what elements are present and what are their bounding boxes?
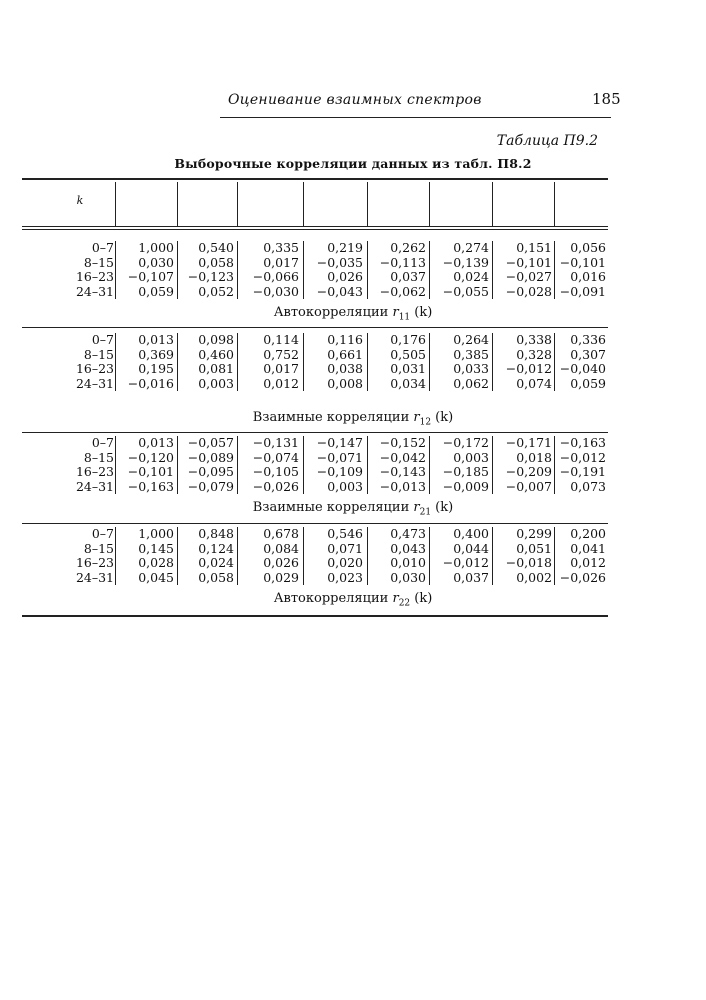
caption-argument: (k) xyxy=(410,591,433,606)
value-cell: 0,016 xyxy=(570,269,606,284)
header-double-rule-top xyxy=(22,226,608,227)
value-cell: 0,056 xyxy=(570,240,606,255)
value-cell: 0,013 xyxy=(138,435,174,450)
value-cell: 0,200 xyxy=(570,526,606,541)
column-divider xyxy=(554,241,555,299)
k-range-cell: 8–15 xyxy=(83,540,114,556)
caption-subscript: 22 xyxy=(398,598,411,609)
value-cell: 0,460 xyxy=(198,346,234,362)
value-cell: −0,147 xyxy=(316,435,363,450)
caption-subscript: 11 xyxy=(398,312,411,323)
value-cell: 0,030 xyxy=(138,254,174,270)
value-cell: −0,089 xyxy=(187,449,234,465)
value-cell: 0,678 xyxy=(263,526,299,541)
value-cell: 0,018 xyxy=(516,449,552,465)
k-range-cell: 24–31 xyxy=(75,283,114,299)
block-crosscorr-r12 xyxy=(22,333,608,391)
column-divider xyxy=(237,527,238,585)
value-cell: 0,335 xyxy=(263,240,299,255)
value-cell: 0,848 xyxy=(198,526,234,541)
value-cell: −0,012 xyxy=(559,449,606,465)
value-cell: −0,018 xyxy=(505,555,552,570)
caption-symbol: r xyxy=(413,500,420,515)
value-cell: 0,274 xyxy=(453,240,489,255)
value-cell: −0,012 xyxy=(505,361,552,376)
value-cell: 0,037 xyxy=(453,569,489,585)
value-cell: −0,120 xyxy=(127,449,174,465)
k-range-cell: 24–31 xyxy=(75,569,114,585)
value-cell: 0,033 xyxy=(453,361,489,376)
column-divider xyxy=(177,436,178,494)
block-caption-r12 xyxy=(0,410,706,428)
value-cell: −0,095 xyxy=(187,464,234,479)
value-cell: −0,105 xyxy=(252,464,299,479)
k-range-cell: 0–7 xyxy=(91,435,114,450)
block-rule xyxy=(22,523,608,524)
value-cell: 0,008 xyxy=(327,375,363,391)
value-cell: 0,116 xyxy=(327,332,363,347)
running-title: Оценивание взаимных спектров xyxy=(228,92,482,108)
value-cell: 1,000 xyxy=(138,526,174,541)
value-cell: −0,027 xyxy=(505,269,552,284)
caption-symbol: r xyxy=(413,410,420,425)
k-range-cell: 0–7 xyxy=(91,526,114,541)
value-cell: −0,163 xyxy=(127,478,174,494)
column-divider xyxy=(429,527,430,585)
value-cell: −0,026 xyxy=(252,478,299,494)
value-cell: 0,017 xyxy=(263,254,299,270)
value-cell: 0,338 xyxy=(516,332,552,347)
value-cell: −0,123 xyxy=(187,269,234,284)
value-cell: −0,091 xyxy=(559,283,606,299)
block-caption-text: Взаимные корреляции xyxy=(252,500,414,515)
value-cell: 0,073 xyxy=(570,478,606,494)
value-cell: −0,042 xyxy=(379,449,426,465)
column-divider xyxy=(177,333,178,391)
value-cell: 0,028 xyxy=(138,555,174,570)
table-row xyxy=(22,527,608,542)
value-cell: 0,003 xyxy=(198,375,234,391)
column-divider xyxy=(303,333,304,391)
value-cell: −0,057 xyxy=(187,435,234,450)
table-row xyxy=(22,556,608,571)
block-rule xyxy=(22,432,608,433)
table-row xyxy=(22,348,608,363)
value-cell: 0,151 xyxy=(516,240,552,255)
block-caption-r21 xyxy=(0,500,706,518)
value-cell: −0,012 xyxy=(442,555,489,570)
value-cell: −0,101 xyxy=(505,254,552,270)
value-cell: 0,328 xyxy=(516,346,552,362)
value-cell: 0,041 xyxy=(570,540,606,556)
block-caption-text: Автокорреляции xyxy=(273,591,393,606)
value-cell: 0,034 xyxy=(390,375,426,391)
value-cell: −0,185 xyxy=(442,464,489,479)
value-cell: 0,002 xyxy=(516,569,552,585)
column-divider xyxy=(115,241,116,299)
value-cell: 0,084 xyxy=(263,540,299,556)
block-caption-text: Автокорреляции xyxy=(273,305,393,320)
column-divider xyxy=(303,241,304,299)
column-divider xyxy=(303,527,304,585)
value-cell: 0,219 xyxy=(327,240,363,255)
value-cell: 0,043 xyxy=(390,540,426,556)
value-cell: −0,016 xyxy=(127,375,174,391)
value-cell: −0,113 xyxy=(379,254,426,270)
value-cell: 0,003 xyxy=(453,449,489,465)
header-column-divider xyxy=(237,182,238,226)
value-cell: 0,262 xyxy=(390,240,426,255)
k-range-cell: 16–23 xyxy=(75,555,114,570)
column-divider xyxy=(492,436,493,494)
value-cell: −0,163 xyxy=(559,435,606,450)
running-header xyxy=(0,92,706,114)
value-cell: 0,045 xyxy=(138,569,174,585)
value-cell: 0,052 xyxy=(198,283,234,299)
column-divider xyxy=(237,333,238,391)
header-column-divider xyxy=(554,182,555,226)
value-cell: −0,101 xyxy=(127,464,174,479)
value-cell: 0,264 xyxy=(453,332,489,347)
caption-subscript: 12 xyxy=(419,417,432,428)
k-range-cell: 16–23 xyxy=(75,464,114,479)
value-cell: 0,059 xyxy=(138,283,174,299)
value-cell: −0,035 xyxy=(316,254,363,270)
value-cell: 0,505 xyxy=(390,346,426,362)
k-range-cell: 24–31 xyxy=(75,375,114,391)
value-cell: −0,074 xyxy=(252,449,299,465)
value-cell: −0,040 xyxy=(559,361,606,376)
value-cell: 0,299 xyxy=(516,526,552,541)
value-cell: −0,101 xyxy=(559,254,606,270)
value-cell: −0,131 xyxy=(252,435,299,450)
column-divider xyxy=(367,333,368,391)
value-cell: 0,031 xyxy=(390,361,426,376)
value-cell: 0,540 xyxy=(198,240,234,255)
table-row xyxy=(22,362,608,377)
column-divider xyxy=(177,527,178,585)
k-range-cell: 8–15 xyxy=(83,449,114,465)
k-range-cell: 0–7 xyxy=(91,332,114,347)
header-rule xyxy=(220,117,611,118)
column-divider xyxy=(115,436,116,494)
value-cell: 0,385 xyxy=(453,346,489,362)
column-divider xyxy=(177,241,178,299)
caption-argument: (k) xyxy=(410,305,433,320)
caption-subscript: 21 xyxy=(419,507,432,518)
value-cell: 0,071 xyxy=(327,540,363,556)
block-autocorr-r22 xyxy=(22,527,608,585)
header-column-divider xyxy=(367,182,368,226)
value-cell: −0,009 xyxy=(442,478,489,494)
k-range-cell: 24–31 xyxy=(75,478,114,494)
column-divider xyxy=(237,436,238,494)
table-row xyxy=(22,480,608,495)
value-cell: 0,012 xyxy=(263,375,299,391)
value-cell: −0,055 xyxy=(442,283,489,299)
table-row xyxy=(22,377,608,392)
table-row xyxy=(22,285,608,300)
value-cell: −0,191 xyxy=(559,464,606,479)
value-cell: 0,546 xyxy=(327,526,363,541)
table-caption: Выборочные корреляции данных из табл. П8.2 xyxy=(174,156,532,171)
column-divider xyxy=(115,527,116,585)
value-cell: 0,098 xyxy=(198,332,234,347)
column-divider xyxy=(554,333,555,391)
value-cell: 0,081 xyxy=(198,361,234,376)
column-divider xyxy=(237,241,238,299)
value-cell: 0,003 xyxy=(327,478,363,494)
k-range-cell: 0–7 xyxy=(91,240,114,255)
table-top-rule xyxy=(22,178,608,180)
caption-symbol: r xyxy=(392,591,399,606)
table-bottom-rule xyxy=(22,615,608,617)
value-cell: −0,026 xyxy=(559,569,606,585)
column-divider xyxy=(367,241,368,299)
table-row xyxy=(22,270,608,285)
block-caption-text: Взаимные корреляции xyxy=(252,410,414,425)
block-caption-r11 xyxy=(0,305,706,323)
table-row xyxy=(22,451,608,466)
value-cell: 0,473 xyxy=(390,526,426,541)
table-row xyxy=(22,256,608,271)
value-cell: 0,059 xyxy=(570,375,606,391)
value-cell: 0,013 xyxy=(138,332,174,347)
value-cell: 0,307 xyxy=(570,346,606,362)
value-cell: 0,029 xyxy=(263,569,299,585)
column-divider xyxy=(115,333,116,391)
value-cell: 0,023 xyxy=(327,569,363,585)
header-column-divider xyxy=(429,182,430,226)
header-column-divider xyxy=(177,182,178,226)
caption-symbol: r xyxy=(392,305,399,320)
table-row xyxy=(22,241,608,256)
table-row xyxy=(22,333,608,348)
value-cell: 0,024 xyxy=(198,555,234,570)
value-cell: 0,037 xyxy=(390,269,426,284)
header-column-divider xyxy=(115,182,116,226)
column-divider xyxy=(303,436,304,494)
value-cell: 0,038 xyxy=(327,361,363,376)
value-cell: 0,114 xyxy=(263,332,299,347)
value-cell: −0,066 xyxy=(252,269,299,284)
column-divider xyxy=(429,333,430,391)
page-number: 185 xyxy=(592,90,621,108)
value-cell: 0,026 xyxy=(263,555,299,570)
k-range-cell: 16–23 xyxy=(75,269,114,284)
value-cell: −0,030 xyxy=(252,283,299,299)
table-header-row xyxy=(22,182,608,226)
value-cell: −0,171 xyxy=(505,435,552,450)
value-cell: 0,369 xyxy=(138,346,174,362)
k-range-cell: 8–15 xyxy=(83,254,114,270)
column-divider xyxy=(492,527,493,585)
value-cell: 0,145 xyxy=(138,540,174,556)
value-cell: −0,043 xyxy=(316,283,363,299)
value-cell: −0,139 xyxy=(442,254,489,270)
header-double-rule-bottom xyxy=(22,229,608,230)
value-cell: −0,013 xyxy=(379,478,426,494)
column-divider xyxy=(554,436,555,494)
value-cell: −0,107 xyxy=(127,269,174,284)
value-cell: 0,752 xyxy=(263,346,299,362)
value-cell: 0,051 xyxy=(516,540,552,556)
column-divider xyxy=(367,436,368,494)
value-cell: 0,017 xyxy=(263,361,299,376)
value-cell: −0,079 xyxy=(187,478,234,494)
caption-argument: (k) xyxy=(431,410,454,425)
column-divider xyxy=(492,333,493,391)
column-divider xyxy=(367,527,368,585)
block-crosscorr-r21 xyxy=(22,436,608,494)
table-row xyxy=(22,436,608,451)
value-cell: 0,010 xyxy=(390,555,426,570)
value-cell: 0,024 xyxy=(453,269,489,284)
value-cell: 0,336 xyxy=(570,332,606,347)
caption-argument: (k) xyxy=(431,500,454,515)
block-caption-r22 xyxy=(0,591,706,609)
table-row xyxy=(22,465,608,480)
column-divider xyxy=(429,436,430,494)
block-rule xyxy=(22,327,608,328)
header-column-divider xyxy=(492,182,493,226)
header-column-divider xyxy=(303,182,304,226)
value-cell: 0,400 xyxy=(453,526,489,541)
value-cell: −0,007 xyxy=(505,478,552,494)
column-divider xyxy=(429,241,430,299)
value-cell: 0,062 xyxy=(453,375,489,391)
value-cell: 0,661 xyxy=(327,346,363,362)
table-row xyxy=(22,571,608,586)
k-range-cell: 8–15 xyxy=(83,346,114,362)
value-cell: 0,044 xyxy=(453,540,489,556)
value-cell: −0,143 xyxy=(379,464,426,479)
value-cell: −0,172 xyxy=(442,435,489,450)
value-cell: −0,152 xyxy=(379,435,426,450)
value-cell: 0,020 xyxy=(327,555,363,570)
value-cell: 0,195 xyxy=(138,361,174,376)
value-cell: −0,062 xyxy=(379,283,426,299)
value-cell: −0,071 xyxy=(316,449,363,465)
k-range-cell: 16–23 xyxy=(75,361,114,376)
table-label: Таблица П9.2 xyxy=(496,133,598,149)
column-divider xyxy=(492,241,493,299)
table-row xyxy=(22,542,608,557)
value-cell: 0,030 xyxy=(390,569,426,585)
value-cell: 0,074 xyxy=(516,375,552,391)
value-cell: 0,012 xyxy=(570,555,606,570)
column-divider xyxy=(554,527,555,585)
value-cell: 0,026 xyxy=(327,269,363,284)
value-cell: 0,124 xyxy=(198,540,234,556)
block-autocorr-r11 xyxy=(22,241,608,299)
value-cell: −0,028 xyxy=(505,283,552,299)
value-cell: 0,176 xyxy=(390,332,426,347)
value-cell: 1,000 xyxy=(138,240,174,255)
value-cell: 0,058 xyxy=(198,254,234,270)
value-cell: −0,109 xyxy=(316,464,363,479)
value-cell: 0,058 xyxy=(198,569,234,585)
k-column-header: k xyxy=(76,194,84,207)
value-cell: −0,209 xyxy=(505,464,552,479)
